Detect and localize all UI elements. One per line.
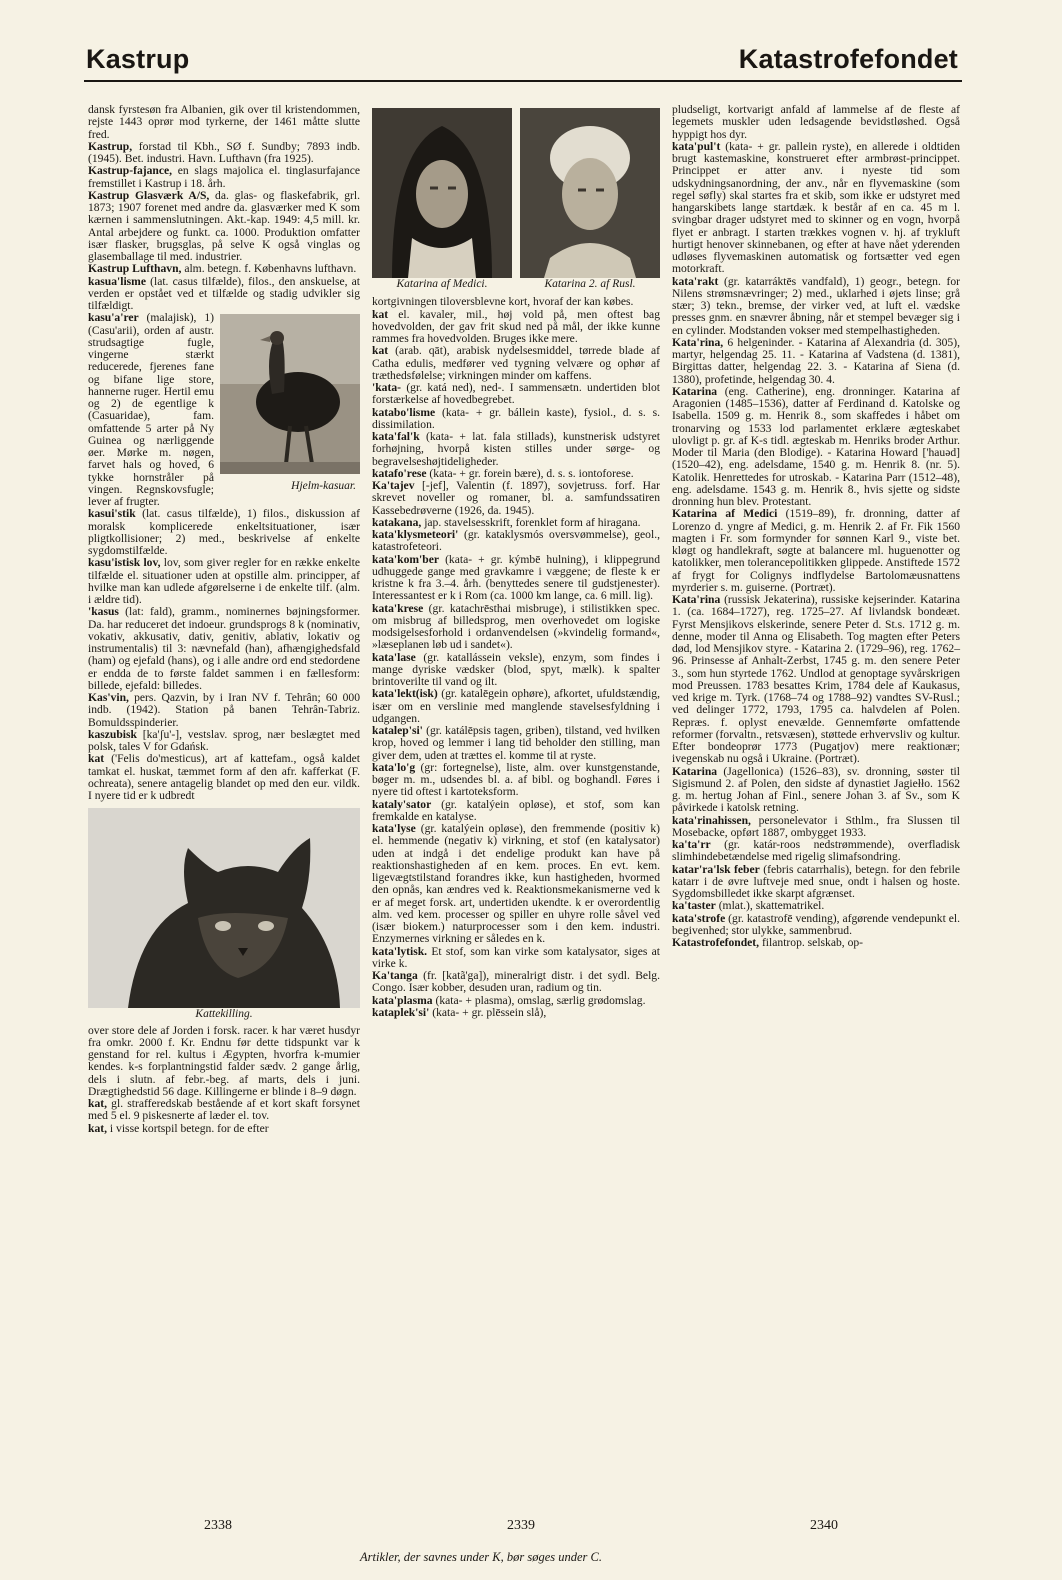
entry: kata'klysmeteori' (gr. kataklysmós oversvømmelse), geol., katastrofeteori.	[372, 528, 660, 554]
entry: over store dele af Jorden i forsk. racer. k har været husdyr fra omkr. 2000 f. Kr. Endnu før dette tidspunkt var k genstand for rel. kultus i Ægypten, hvorfra k-mumier kendes. k-s forplantningstid falder sædv. 2 gange årlig, dels i slutn. af febr.-beg. af marts, dels i juni. Drægtighedstid 56 dage. Killingerne er blinde i 8–9 døgn.	[88, 1023, 360, 1098]
entry: kataly'sator (gr. katalýein opløse), et stof, som kan fremkalde en katalyse.	[372, 797, 660, 823]
entry: kata'lase (gr. katallássein veksle), enzym, som findes i mange dyriske vædsker (blod, spyt, mælk). k spalter brintoverilte til vand og ilt.	[372, 650, 660, 688]
entry: kat (arab. qāt), arabisk nydelsesmiddel, tørrede blade af Catha edulis, medfører ved tygning velvære og ophør af træthedsfølelse; virkningen minder om kaffens.	[372, 344, 660, 382]
entry: kasua'lisme (lat. casus tilfælde), filos., den anskuelse, at verden er opstået ved et tilfælde og stadig udvikler sig tilfældigt.	[88, 274, 360, 312]
kitten-photo	[88, 808, 360, 1008]
entry: kat, gl. strafferedskab bestående af et kort skaft forsynet med 5 el. 9 piskesnerte af læder el. tov.	[88, 1097, 360, 1123]
figure-caption: Hjelm-kasuar.	[291, 480, 356, 492]
headword: kata'rinahissen,	[672, 813, 751, 827]
entry: kata'lekt(isk) (gr. katalēgein ophøre), afkortet, ufuldstændig, især om en verslinie med manglende stavelsesfyldning i udgangen.	[372, 687, 660, 725]
headword: kata'rakt	[672, 274, 719, 288]
figure-caption: Kattekilling.	[195, 1008, 253, 1021]
entry: 'kata- (gr. katá ned), ned-. I sammensætn. undertiden blot forstærkelse af hovedbegrebet.	[372, 381, 660, 407]
header-rule	[84, 80, 962, 82]
headword: Katarina af Medici	[672, 507, 778, 521]
entry: kat ('Felis do'mesticus), art af kattefam., også kaldet tamkat el. huskat, tæmmet form af den afr. kafferkat (F. ochreata), senere antagelig blandet op med den eur. vildk. I nyere tid er k udbredt	[88, 752, 360, 802]
entry: kasu'istisk lov, lov, som giver regler for en række enkelte tilfælde el. situationer uden at opstille alm. principper, af hvilke man kan udlede afgørelserne i de enkelte tilf. (alm. i ældre tid).	[88, 556, 360, 606]
headword: katalep'si'	[372, 724, 423, 737]
entry: Katarina (Jagellonica) (1526–83), sv. dronning, søster til Sigismund 2. af Polen, den sidste af dynastiet Jagiełło. 1562 g. m. hertug Johan af Finl., senere Johan 3. af Sv., som K påvirkede i katolsk retning.	[672, 764, 960, 815]
portrait-photo	[520, 108, 660, 278]
headword: kata'pul't	[672, 139, 721, 153]
headword: kasu'a'rer	[88, 311, 139, 325]
headword: kata'lase	[372, 650, 416, 664]
headword: katafo'rese	[372, 466, 427, 480]
entry: pludseligt, kortvarigt anfald af lammelse af de fleste af legemets muskler uden ledsagende bevidstløshed. Også hyppigt hos dyr.	[672, 103, 960, 141]
headword: kata'lytisk.	[372, 944, 428, 958]
column-middle	[372, 108, 660, 1019]
entry: kata'lytisk. Et stof, som kan virke som katalysator, siges at virke k.	[372, 944, 660, 970]
entry: kat el. kavaler, mil., høj vold på, men oftest bag hovedvolden, der gav frit skud ned på mål, der ikke kunne rammes fra hovedvolden. Bruges ikke mere.	[372, 307, 660, 345]
entry: kat, i visse kortspil betegn. for de efter	[88, 1121, 269, 1135]
headword: kasui'stik	[88, 507, 136, 521]
headword: Katarina	[672, 764, 718, 778]
headword: ka'taster	[672, 899, 716, 913]
entry: Kas'vin, pers. Qazvin, by i Iran NV f. Tehrân; 60 000 indb. (1942). Station på banen Tehrân-Tabriz. Bomuldsspinderier.	[88, 691, 360, 729]
headword: kataly'sator	[372, 797, 432, 811]
entry: Kata'rina (russisk Jekaterina), russiske kejserinder. Katarina 1. (ca. 1684–1727), reg. 1725–27. Af livlandsk bondeæt. Fyrst Mensjikovs elskerinde, senere Peter d. St.s. 1712 g. m. denne, moder til Anna og Elisabeth. Tog magten efter Peters død, lod Mensjikov styre. - Katarina 2. (1729–96), reg. 1762–96. Prinsesse af Anhalt-Zerbst, 1745 g. m. den senere Peter 3., som hun styrtede 1762. Undlod at genoptage syvårskrigen mod Preussen. 1783 besattes Krim, 1784 dele af Kaukasus, ved krige m. Tyrk. (1768–74 og 1788–92) vandtes SV-Rusl.; ved delinger 1772, 1793, 1795 ca. halvdelen af Polen. Repræs. f. oplyst enevælde. Gennemførte omfattende reformer (forvaltn., retsvæsen), støttede erhvervsliv og kultur. Efter bondeoprør 1773 (Pugatjov) mere reaktionær; ivegenskab nu også i Ukraine. (Portræt).	[672, 593, 960, 766]
headword: kata'fal'k	[372, 430, 420, 443]
entry: Kastrup Glasværk A/S, da. glas- og flaskefabrik, grl. 1873; 1907 forenet med andre da. glasværker med K som kærnen i sammenslutningen. Akt.-kap. 1949: 4,5 mill. kr. Antal arbejdere og funkt. ca. 1000. Produktion omfatter især flasker, brugsglas, på selve K også vinglas og glasemballage til med. industrier.	[88, 188, 360, 263]
cassowary-figure	[220, 314, 360, 492]
entry: kata'plasma (kata- + plasma), omslag, særlig grødomslag.	[372, 993, 646, 1007]
headword: kaszubisk	[88, 727, 137, 741]
headword: Kata'rina,	[672, 335, 724, 349]
headword: kat,	[88, 1097, 108, 1110]
portrait-katarina-medici	[372, 108, 512, 290]
headword: kata'krese	[372, 601, 424, 615]
entry: Kastrup, forstad til Kbh., SØ f. Sundby; 7893 indb. (1945). Bet. industri. Havn. Lufthavn (fra 1925).	[88, 139, 360, 165]
entry: katar'ra'lsk feber (febris catarrhalis), betegn. for den febrile katarr i de øvre luftveje med snue, ondt i halsen og hoste. Sygdomsbilledet ikke skarpt afgrænset.	[672, 862, 960, 900]
entry: kata'fal'k (kata- + lat. fala stillads), kunstnerisk udstyret forhøjning, hvorpå kisten stilles under sørge- og begravelseshøjtideligheder.	[372, 430, 660, 468]
page-number-right: 2340	[810, 1518, 838, 1533]
entry: kasu'a'rer (malajisk), 1) (Casu'arii), orden af austr. strudsagtige fugle, vingerne stærkt reducerede, fjerenes fane og bifane lige store, hannerne ruger. Hertil emu og 2) de egentlige k (Casuaridae), fam. omfattende 5 arter på Ny Guinea og nærliggende øer. Mørke m. nøgen, farvet hals og hoved, 6 tykke hornstråler på vingen. Regnskovsfugle; lever af frugter.	[88, 311, 214, 508]
headword: kat	[372, 307, 389, 321]
entry: katabo'lisme (kata- + gr. bállein kaste), fysiol., d. s. s. dissimilation.	[372, 405, 660, 431]
headword: kata'lekt(isk)	[372, 687, 438, 701]
entry: 'kasus (lat: fald), gramm., nominernes bøjningsformer. Da. har reduceret det indoeur. grundsprogs 8 k (nominativ, vokativ, akkusativ, dativ, genitiv, ablativ, lokativ og instrumentalis) til 3: nævnefald (han), afhængighedsfald (ham) og ejefald (hans), og i alle andre ord end stedordene er endda de to første faldet sammen i en fællesform: billede, ejefald: billedes.	[88, 605, 360, 692]
figure-caption: Katarina 2. af Rusl.	[544, 278, 636, 290]
headword: Ka'tanga	[372, 969, 418, 982]
portrait-katarina-2	[520, 108, 660, 290]
entry: kata'rinahissen, personelevator i Sthlm., fra Slussen til Mosebacke, opført 1887, ombygget 1933.	[672, 813, 960, 839]
column-left	[88, 104, 360, 1135]
entry: Kastrup Lufthavn, alm. betegn. f. Københavns lufthavn.	[88, 262, 357, 276]
headword: kat,	[88, 1121, 108, 1135]
entry: Katarina (eng. Catherine), eng. dronninger. Katarina af Aragonien (1485–1536), datter af Ferdinand d. Katolske og Isabella. 1509 g. m. Henrik 8., som skaffedes i håbet om tronarving og 1533 lod parlamentet erklære ægteskabet ulovligt p. gr. af K-s tidl. ægteskab m. Henriks broder Arthur. Moder til Maria (den Blodige). - Katarina Howard ['hauəd] (1520–42), eng. adelsdame, 1540 g. m. Henrik 8. (nr. 5). Katolik. Henrettedes for utroskab. - Katarina Parr (1512–48), eng. adelsdame. 1543 g. m. Henrik 8., hvis sjette og sidste dronning hun blev. Protestant.	[672, 384, 960, 508]
entry: Kastrup-fajance, en slags majolica el. tinglasurfajance fremstillet i Kastrup i 18. årh.	[88, 164, 360, 190]
headword: Kata'rina	[672, 593, 721, 606]
headword: kata'kom'ber	[372, 552, 439, 566]
entry: kata'kom'ber (kata- + gr. kýmbē hulning), i klippegrund udhuggede gange med gravkamre i væggene; de fleste k er kristne k fra 3.–4. årh. (benyttedes senere til gudstjenester). Interessantest er k i Rom (ca. 1000 km lange, ca. 6 mill. lig).	[372, 552, 660, 603]
entry: kasui'stik (lat. casus tilfælde), 1) filos., diskussion af moralsk komplicerede enkeltsituationer, især pligtkollisioner; 2) med., beskrivelse af enkelte sygdomstilfælde.	[88, 507, 360, 557]
headword: 'kasus	[88, 605, 119, 619]
page-number-middle: 2339	[507, 1518, 535, 1533]
headword: katar'ra'lsk feber	[672, 862, 760, 876]
header-guide-word-left: Kastrup	[86, 44, 190, 74]
headword: katakana,	[372, 515, 422, 529]
kitten-figure	[88, 808, 360, 1020]
entry: kortgivningen tiloversblevne kort, hvoraf der kan købes.	[372, 295, 634, 309]
entry: kata'lo'g (gr: fortegnelse), liste, alm. over kunstgenstande, bøger m. m., udsendes bl. a. af bibl. og boghandl. Føres i nyere tid oftest i kartoteksform.	[372, 760, 660, 799]
entry: kata'krese (gr. katachrēsthai misbruge), i stilistikken spec. om misbrug af billedsprog, men overhovedet om logiske modsigelsesforhold i ordanvendelsen (»kvindelig formand«, »læseplanen løb ud i sandet«).	[372, 601, 660, 652]
headword: kataplek'si'	[372, 1005, 430, 1019]
headword: kata'plasma	[372, 993, 433, 1007]
entry: ka'taster (mlat.), skattematrikel.	[672, 899, 825, 913]
entry: kata'strofe (gr. katastrofē vending), afgørende vendepunkt el. begivenhed; stor ulykke, sammenbrud.	[672, 911, 960, 937]
headword: 'kata-	[372, 381, 401, 394]
entry: dansk fyrstesøn fra Albanien, gik over til kristendommen, rejste 1443 oprør mod tyrkerne, der 1461 måtte slutte fred.	[88, 103, 360, 141]
headword: katabo'lisme	[372, 405, 436, 419]
entry: Ka'tajev [-jef], Valentin (f. 1897), sovjetruss. forf. Har skrevet noveller og romaner, bl. a. samfundssatiren Kassebedrøverne (1926, da. 1945).	[372, 479, 660, 517]
entry: Kata'rina, 6 helgeninder. - Katarina af Alexandria (d. 305), martyr, helgendag 25. 11. - Katarina af Vadstena (d. 1381), Birgittas datter, helgendag 22. 3. - Katarina af Siena (d. 1380), profetinde, helgendag 30. 4.	[672, 335, 960, 386]
page-number-left: 2338	[204, 1518, 232, 1533]
headword: Kastrup Lufthavn,	[88, 262, 182, 276]
entry: katalep'si' (gr. katálēpsis tagen, griben), tilstand, ved hvilken krop, hoved og lemmer i lang tid beholder den stilling, man giver dem, uden at trættes el. komme til at ryste.	[372, 724, 660, 762]
entry: kata'lyse (gr. katalýein opløse), den fremmende (positiv k) el. hemmende (negativ k) virkning, et stof (en katalysator) uden at indgå i det endelige produkt kan have på reaktionshastigheden af en kem. proces. En evt. kem. ligevægtstilstand forandres ikke, kun hastigheden, hvormed den opnås, kan ændres ved k. Reaktionsmekanismerne ved k er af meget forsk. art, undertiden ukendte. k er overordentlig alm. ved kem. processer og spiller en uhyre rolle såvel ved (især biokem.) naturprocesser som i den kem. industri. Enzymernes virkning er således en k.	[372, 822, 660, 946]
entry: kata'pul't (kata- + gr. pallein ryste), en allerede i oldtiden brugt kastemaskine, konstrueret efter armbrøst-princippet. Princippet er atter anv. i nyeste tid som udskydningsanordning, der anv., når en flyvemaskine (som regel søfly) skal startes fra et skib, som ikke er udstyret med hangarskibets lange startdæk. k består af en ca. 45 m l. svingbar drager udstyret med to skinner og en vogn, hvorpå flyet er anbragt. I starten trækkes vognen v. hj. af trykluft hurtigt henover skinnebanen, og efter at have nået yderenden udløses flyvemaskinen automatisk og fortsætter ved egen motorkraft.	[672, 139, 960, 276]
entry: kaszubisk [ka'ʃu'-], vestslav. sprog, nær beslægtet med polsk, tales V for Gdańsk.	[88, 727, 360, 753]
entry: kata'rakt (gr. katarráktēs vandfald), 1) geogr., betegn. for Nilens strømsnævringer; 2) med., uklarhed i øjets linse; grå stær; 3) tekn., bremse, der virker ved, at luft el. vædske presses gnm. en snævrer åbning, når et stempel bevæger sig i en cylinder. Modstanden vokser med stempelhastigheden.	[672, 274, 960, 337]
headword: Kastrup-fajance,	[88, 164, 173, 178]
figure-caption: Katarina af Medici.	[396, 278, 488, 290]
headword: kata'lyse	[372, 822, 416, 835]
header-guide-word-right: Katastrofefondet	[738, 44, 958, 74]
headword: Katarina	[672, 384, 718, 398]
portrait-photo	[372, 108, 512, 278]
headword: kasu'istisk lov,	[88, 556, 161, 570]
headword: kata'klysmeteori'	[372, 528, 459, 541]
entry: katafo'rese (kata- + gr. forein bære), d. s. s. iontoforese.	[372, 466, 634, 480]
entry: Katastrofefondet, filantrop. selskab, op-	[672, 936, 864, 949]
column-right	[672, 104, 960, 949]
entry: Ka'tanga (fr. [katã'ga]), mineralrigt distr. i det sydl. Belg. Congo. Især kobber, desuden uran, radium og tin.	[372, 969, 660, 995]
headword: Kas'vin,	[88, 691, 129, 704]
headword: kata'strofe	[672, 911, 726, 925]
cassowary-photo	[220, 314, 360, 474]
entry: Katarina af Medici (1519–89), fr. dronning, datter af Lorenzo d. yngre af Medici, g. m. Henrik 2. af Fr. Fik 1560 magten i Fr. som formynder for sønnen Karl 9., viste bet. kløgt og handlekraft, søgte at balancere ml. huguenotter og katolikker, men tolerancepolitikken glippede. Anstiftede 1572 af frygt for Colignys indflydelse Bartolomæusnattens myrderier s. m. guiserne. (Portræt).	[672, 507, 960, 594]
headword: ka'ta'rr	[672, 838, 711, 851]
entry: katakana, jap. stavelsesskrift, forenklet form af hiragana.	[372, 515, 641, 529]
headword: kasua'lisme	[88, 274, 146, 288]
portraits	[372, 108, 660, 290]
headword: Kastrup,	[88, 139, 133, 153]
footer-note: Artikler, der savnes under K, bør søges under C.	[360, 1550, 602, 1564]
entry: ka'ta'rr (gr. katár-roos nedstrømmende), overfladisk slimhindebetændelse med rigelig slimafsondring.	[672, 838, 960, 864]
entry: kataplek'si' (kata- + gr. plēssein slå),	[372, 1005, 547, 1019]
headword: Kastrup Glasværk A/S,	[88, 188, 210, 202]
headword: kat	[372, 344, 389, 358]
headword: Katastrofefondet,	[672, 936, 760, 949]
headword: Ka'tajev	[372, 479, 415, 492]
headword: kat	[88, 752, 105, 766]
headword: kata'lo'g	[372, 760, 416, 774]
